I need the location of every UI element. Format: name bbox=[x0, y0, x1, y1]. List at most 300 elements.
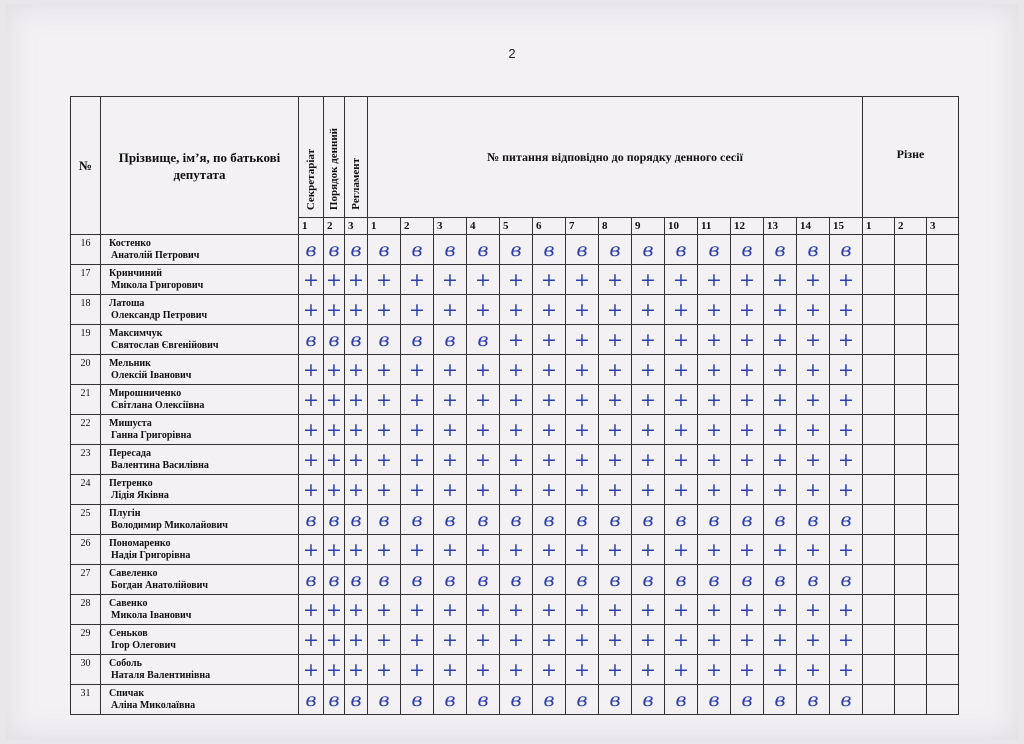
vote-mark: в bbox=[533, 685, 566, 715]
vote-mark: в bbox=[401, 325, 434, 355]
vote-mark: в bbox=[764, 505, 797, 535]
vote-mark: + bbox=[830, 295, 863, 325]
column-number-agenda-9: 9 bbox=[632, 218, 665, 235]
row-number: 20 bbox=[71, 355, 101, 385]
vote-mark: + bbox=[830, 475, 863, 505]
vote-mark: + bbox=[731, 655, 764, 685]
misc-cell bbox=[927, 265, 959, 295]
column-number-agenda-12: 12 bbox=[731, 218, 764, 235]
row-number: 31 bbox=[71, 685, 101, 715]
vote-mark: + bbox=[830, 625, 863, 655]
table-row bbox=[71, 235, 959, 265]
vote-mark: + bbox=[434, 295, 467, 325]
vote-mark: + bbox=[299, 625, 324, 655]
deputy-given-names: Микола Іванович bbox=[111, 609, 192, 621]
deputy-given-names: Богдан Анатолійович bbox=[111, 579, 209, 591]
vote-mark: в bbox=[368, 325, 401, 355]
vote-mark: в bbox=[599, 685, 632, 715]
vote-mark: + bbox=[698, 535, 731, 565]
header-number: № bbox=[71, 97, 101, 235]
vote-mark: в bbox=[764, 685, 797, 715]
deputy-name bbox=[101, 415, 299, 445]
vote-mark: + bbox=[599, 475, 632, 505]
vote-mark: + bbox=[566, 325, 599, 355]
misc-cell bbox=[863, 685, 895, 715]
misc-cell bbox=[895, 385, 927, 415]
column-number-agenda-14: 14 bbox=[797, 218, 830, 235]
vote-mark: + bbox=[830, 595, 863, 625]
vote-mark: в bbox=[830, 565, 863, 595]
vote-mark: в bbox=[467, 565, 500, 595]
vote-mark: + bbox=[698, 445, 731, 475]
vote-mark: в bbox=[764, 565, 797, 595]
misc-cell bbox=[895, 355, 927, 385]
vote-mark: + bbox=[299, 655, 324, 685]
column-number-agenda-4: 4 bbox=[467, 218, 500, 235]
vote-mark: + bbox=[830, 535, 863, 565]
vote-mark: в bbox=[764, 235, 797, 265]
vote-mark: + bbox=[599, 295, 632, 325]
column-number-agenda-15: 15 bbox=[830, 218, 863, 235]
vote-mark: + bbox=[764, 325, 797, 355]
vote-mark: + bbox=[698, 265, 731, 295]
vote-mark: в bbox=[632, 505, 665, 535]
vote-mark: + bbox=[299, 415, 324, 445]
vote-mark: + bbox=[599, 325, 632, 355]
vote-mark: + bbox=[797, 595, 830, 625]
deputy-given-names: Аліна Миколаївна bbox=[111, 699, 196, 711]
misc-cell bbox=[863, 235, 895, 265]
vote-mark: + bbox=[698, 475, 731, 505]
vote-mark: + bbox=[500, 535, 533, 565]
vote-mark: + bbox=[665, 445, 698, 475]
deputy-given-names: Світлана Олексіївна bbox=[111, 399, 205, 411]
vote-mark: + bbox=[797, 475, 830, 505]
vote-mark: + bbox=[764, 625, 797, 655]
vote-mark: + bbox=[632, 355, 665, 385]
misc-cell bbox=[927, 535, 959, 565]
vote-mark: + bbox=[599, 265, 632, 295]
vote-mark: + bbox=[324, 385, 345, 415]
vote-mark: + bbox=[345, 595, 368, 625]
vote-mark: + bbox=[632, 625, 665, 655]
vote-mark: + bbox=[368, 415, 401, 445]
vote-mark: в bbox=[797, 565, 830, 595]
column-number-agenda-2: 2 bbox=[401, 218, 434, 235]
column-number-agenda-6: 6 bbox=[533, 218, 566, 235]
vote-mark: + bbox=[665, 475, 698, 505]
vote-mark: + bbox=[665, 325, 698, 355]
vote-mark: + bbox=[698, 385, 731, 415]
row-number: 22 bbox=[71, 415, 101, 445]
deputy-name bbox=[101, 265, 299, 295]
vote-mark: в bbox=[324, 235, 345, 265]
vote-mark: + bbox=[533, 295, 566, 325]
vote-mark: + bbox=[797, 415, 830, 445]
vote-mark: + bbox=[467, 625, 500, 655]
vote-mark: в bbox=[434, 565, 467, 595]
vote-mark: + bbox=[797, 295, 830, 325]
vote-mark: + bbox=[434, 595, 467, 625]
vote-mark: + bbox=[324, 535, 345, 565]
vote-mark: в bbox=[731, 685, 764, 715]
vote-mark: в bbox=[467, 235, 500, 265]
vote-mark: + bbox=[566, 535, 599, 565]
misc-cell bbox=[863, 505, 895, 535]
vote-mark: + bbox=[566, 355, 599, 385]
vote-mark: в bbox=[632, 565, 665, 595]
vote-mark: в bbox=[665, 235, 698, 265]
row-number: 29 bbox=[71, 625, 101, 655]
deputy-surname: Савенко bbox=[109, 597, 148, 609]
vote-mark: в bbox=[698, 235, 731, 265]
vote-mark: в bbox=[698, 565, 731, 595]
vote-mark: + bbox=[731, 265, 764, 295]
vote-mark: + bbox=[368, 625, 401, 655]
misc-cell bbox=[863, 535, 895, 565]
vote-mark: + bbox=[599, 355, 632, 385]
vote-mark: в bbox=[599, 505, 632, 535]
vote-mark: в bbox=[401, 565, 434, 595]
table-row bbox=[71, 265, 959, 295]
vote-mark: + bbox=[299, 535, 324, 565]
deputy-surname: Латоша bbox=[109, 297, 145, 309]
misc-cell bbox=[895, 235, 927, 265]
vote-mark: в bbox=[345, 565, 368, 595]
vote-mark: в bbox=[467, 505, 500, 535]
misc-cell bbox=[895, 445, 927, 475]
table-row bbox=[71, 535, 959, 565]
header-misc: Різне bbox=[863, 97, 959, 218]
deputy-surname: Кринчиний bbox=[109, 267, 163, 279]
vote-mark: + bbox=[764, 265, 797, 295]
misc-cell bbox=[863, 475, 895, 505]
vote-mark: + bbox=[599, 415, 632, 445]
column-number-agenda-3: 3 bbox=[434, 218, 467, 235]
deputy-given-names: Наталя Валентинівна bbox=[111, 669, 211, 681]
misc-cell bbox=[927, 355, 959, 385]
vote-mark: в bbox=[345, 685, 368, 715]
vote-mark: в bbox=[299, 565, 324, 595]
vote-mark: + bbox=[434, 625, 467, 655]
vote-mark: + bbox=[368, 535, 401, 565]
vote-mark: + bbox=[500, 445, 533, 475]
column-number-agenda-5: 5 bbox=[500, 218, 533, 235]
vote-mark: + bbox=[665, 595, 698, 625]
vote-mark: + bbox=[731, 475, 764, 505]
vote-mark: в bbox=[500, 685, 533, 715]
vote-mark: + bbox=[797, 535, 830, 565]
misc-cell bbox=[927, 625, 959, 655]
vote-mark: в bbox=[467, 685, 500, 715]
row-number: 21 bbox=[71, 385, 101, 415]
deputy-given-names: Ганна Григорівна bbox=[111, 429, 192, 441]
vote-mark: + bbox=[797, 655, 830, 685]
vote-mark: + bbox=[830, 325, 863, 355]
vote-mark: в bbox=[467, 325, 500, 355]
vote-mark: + bbox=[599, 385, 632, 415]
vote-mark: в bbox=[500, 235, 533, 265]
vote-mark: + bbox=[500, 325, 533, 355]
vote-mark: + bbox=[566, 475, 599, 505]
deputy-given-names: Ігор Олегович bbox=[111, 639, 176, 651]
misc-cell bbox=[927, 565, 959, 595]
vote-mark: + bbox=[698, 625, 731, 655]
table-row bbox=[71, 565, 959, 595]
column-number-agenda-8: 8 bbox=[599, 218, 632, 235]
vote-mark: + bbox=[500, 415, 533, 445]
vote-mark: + bbox=[731, 445, 764, 475]
vote-mark: + bbox=[698, 295, 731, 325]
deputy-name bbox=[101, 655, 299, 685]
vote-mark: + bbox=[500, 625, 533, 655]
vote-mark: + bbox=[401, 415, 434, 445]
vote-mark: + bbox=[632, 535, 665, 565]
vote-mark: + bbox=[731, 325, 764, 355]
vote-mark: + bbox=[401, 535, 434, 565]
vote-mark: в bbox=[500, 505, 533, 535]
deputy-surname: Пономаренко bbox=[109, 537, 171, 549]
vote-mark: в bbox=[500, 565, 533, 595]
vote-mark: + bbox=[299, 385, 324, 415]
vote-mark: + bbox=[368, 655, 401, 685]
vote-mark: в bbox=[345, 505, 368, 535]
vote-mark: + bbox=[665, 625, 698, 655]
vote-mark: + bbox=[566, 295, 599, 325]
vote-mark: в bbox=[434, 685, 467, 715]
vote-mark: в bbox=[599, 235, 632, 265]
deputy-given-names: Надія Григорівна bbox=[111, 549, 191, 561]
misc-cell bbox=[863, 325, 895, 355]
table-row bbox=[71, 595, 959, 625]
column-number-agenda-7: 7 bbox=[566, 218, 599, 235]
vote-mark: + bbox=[345, 625, 368, 655]
misc-cell bbox=[927, 235, 959, 265]
misc-cell bbox=[927, 475, 959, 505]
row-number: 24 bbox=[71, 475, 101, 505]
vote-mark: + bbox=[345, 475, 368, 505]
misc-cell bbox=[895, 565, 927, 595]
table-row bbox=[71, 325, 959, 355]
vote-mark: + bbox=[401, 355, 434, 385]
deputy-surname: Соболь bbox=[109, 657, 142, 669]
vote-mark: в bbox=[566, 685, 599, 715]
table-row bbox=[71, 685, 959, 715]
vote-mark: + bbox=[566, 265, 599, 295]
vote-mark: в bbox=[368, 505, 401, 535]
vote-mark: + bbox=[533, 475, 566, 505]
vote-mark: + bbox=[731, 295, 764, 325]
row-number: 18 bbox=[71, 295, 101, 325]
table-row bbox=[71, 655, 959, 685]
column-number-misc-2: 2 bbox=[895, 218, 927, 235]
vote-mark: в bbox=[698, 505, 731, 535]
table-row bbox=[71, 445, 959, 475]
vote-mark: + bbox=[533, 325, 566, 355]
vote-mark: + bbox=[368, 445, 401, 475]
deputy-name bbox=[101, 295, 299, 325]
vote-mark: + bbox=[632, 295, 665, 325]
row-number: 27 bbox=[71, 565, 101, 595]
misc-cell bbox=[863, 265, 895, 295]
misc-cell bbox=[927, 385, 959, 415]
column-number-procedural-3: 3 bbox=[345, 218, 368, 235]
deputy-surname: Савеленко bbox=[109, 567, 158, 579]
vote-mark: + bbox=[764, 355, 797, 385]
misc-cell bbox=[863, 385, 895, 415]
vote-mark: + bbox=[324, 415, 345, 445]
vote-mark: в bbox=[731, 235, 764, 265]
vote-mark: + bbox=[830, 655, 863, 685]
vote-mark: в bbox=[533, 565, 566, 595]
vote-mark: + bbox=[665, 415, 698, 445]
column-number-misc-3: 3 bbox=[927, 218, 959, 235]
row-number: 16 bbox=[71, 235, 101, 265]
vote-mark: + bbox=[345, 535, 368, 565]
deputy-given-names: Валентина Василівна bbox=[111, 459, 209, 471]
vote-mark: + bbox=[797, 445, 830, 475]
vote-mark: + bbox=[324, 475, 345, 505]
column-number-agenda-1: 1 bbox=[368, 218, 401, 235]
vote-mark: + bbox=[401, 265, 434, 295]
vote-mark: + bbox=[345, 385, 368, 415]
vote-mark: + bbox=[533, 385, 566, 415]
deputy-name bbox=[101, 565, 299, 595]
vote-mark: + bbox=[533, 415, 566, 445]
vote-mark: + bbox=[698, 355, 731, 385]
vote-mark: + bbox=[434, 385, 467, 415]
column-number-misc-1: 1 bbox=[863, 218, 895, 235]
vote-mark: + bbox=[665, 295, 698, 325]
vote-mark: в bbox=[434, 325, 467, 355]
vote-mark: в bbox=[665, 505, 698, 535]
vote-mark: + bbox=[632, 385, 665, 415]
misc-cell bbox=[927, 445, 959, 475]
table-row bbox=[71, 415, 959, 445]
vote-mark: + bbox=[764, 385, 797, 415]
vote-mark: в bbox=[566, 565, 599, 595]
vote-mark: + bbox=[797, 625, 830, 655]
row-number: 25 bbox=[71, 505, 101, 535]
vote-mark: в bbox=[533, 505, 566, 535]
vote-mark: + bbox=[299, 265, 324, 295]
vote-mark: + bbox=[533, 595, 566, 625]
vote-mark: + bbox=[797, 355, 830, 385]
vote-mark: в bbox=[632, 685, 665, 715]
vote-mark: в bbox=[434, 505, 467, 535]
vote-mark: + bbox=[533, 655, 566, 685]
vote-mark: в bbox=[731, 565, 764, 595]
deputy-surname: Мишуста bbox=[109, 417, 152, 429]
vote-mark: + bbox=[665, 265, 698, 295]
vote-mark: + bbox=[500, 355, 533, 385]
vote-mark: + bbox=[401, 595, 434, 625]
vote-mark: + bbox=[731, 385, 764, 415]
vote-mark: + bbox=[764, 595, 797, 625]
vote-mark: + bbox=[632, 655, 665, 685]
deputy-surname: Спичак bbox=[109, 687, 145, 699]
vote-mark: + bbox=[797, 265, 830, 295]
vote-mark: + bbox=[299, 295, 324, 325]
vote-mark: + bbox=[797, 385, 830, 415]
vote-mark: + bbox=[533, 355, 566, 385]
header-name-line2: депутата bbox=[173, 166, 226, 182]
vote-mark: в bbox=[368, 235, 401, 265]
misc-cell bbox=[895, 415, 927, 445]
vote-mark: + bbox=[324, 265, 345, 295]
column-number-procedural-2: 2 bbox=[324, 218, 345, 235]
deputy-surname: Плугін bbox=[109, 507, 141, 519]
column-number-agenda-10: 10 bbox=[665, 218, 698, 235]
vote-mark: в bbox=[830, 235, 863, 265]
vote-mark: + bbox=[830, 385, 863, 415]
vote-mark: в bbox=[434, 235, 467, 265]
vote-mark: + bbox=[324, 355, 345, 385]
vote-mark: + bbox=[467, 355, 500, 385]
vote-mark: + bbox=[368, 295, 401, 325]
vote-mark: + bbox=[299, 445, 324, 475]
deputy-given-names: Олександр Петрович bbox=[111, 309, 208, 321]
vote-mark: в bbox=[324, 505, 345, 535]
header-secretariat-label: Секретаріат bbox=[305, 148, 317, 210]
row-number: 17 bbox=[71, 265, 101, 295]
table-row bbox=[71, 475, 959, 505]
vote-mark: + bbox=[500, 475, 533, 505]
vote-mark: в bbox=[665, 685, 698, 715]
vote-mark: + bbox=[698, 595, 731, 625]
vote-mark: + bbox=[665, 355, 698, 385]
header-agenda-order bbox=[324, 97, 345, 218]
vote-mark: в bbox=[345, 325, 368, 355]
table-row bbox=[71, 385, 959, 415]
row-number: 19 bbox=[71, 325, 101, 355]
vote-mark: + bbox=[632, 325, 665, 355]
vote-mark: + bbox=[698, 655, 731, 685]
vote-mark: в bbox=[299, 325, 324, 355]
vote-mark: + bbox=[830, 415, 863, 445]
header-secretariat bbox=[299, 97, 324, 218]
misc-cell bbox=[863, 595, 895, 625]
vote-mark: в bbox=[401, 685, 434, 715]
header-agenda-items: № питання відповідно до порядку денного сесії bbox=[368, 97, 863, 218]
vote-mark: + bbox=[324, 595, 345, 625]
vote-mark: + bbox=[500, 265, 533, 295]
vote-mark: + bbox=[299, 475, 324, 505]
vote-mark: + bbox=[731, 625, 764, 655]
deputy-name bbox=[101, 475, 299, 505]
vote-mark: + bbox=[632, 445, 665, 475]
misc-cell bbox=[895, 265, 927, 295]
vote-mark: + bbox=[500, 385, 533, 415]
vote-mark: + bbox=[434, 445, 467, 475]
vote-mark: + bbox=[665, 655, 698, 685]
vote-mark: + bbox=[698, 325, 731, 355]
misc-cell bbox=[895, 295, 927, 325]
misc-cell bbox=[895, 505, 927, 535]
vote-mark: + bbox=[434, 535, 467, 565]
vote-mark: в bbox=[401, 235, 434, 265]
vote-mark: + bbox=[830, 445, 863, 475]
vote-mark: + bbox=[731, 415, 764, 445]
vote-mark: в bbox=[830, 685, 863, 715]
misc-cell bbox=[863, 415, 895, 445]
column-number-procedural-1: 1 bbox=[299, 218, 324, 235]
vote-mark: в bbox=[324, 565, 345, 595]
vote-mark: + bbox=[345, 415, 368, 445]
row-number: 30 bbox=[71, 655, 101, 685]
vote-mark: + bbox=[368, 475, 401, 505]
misc-cell bbox=[895, 325, 927, 355]
